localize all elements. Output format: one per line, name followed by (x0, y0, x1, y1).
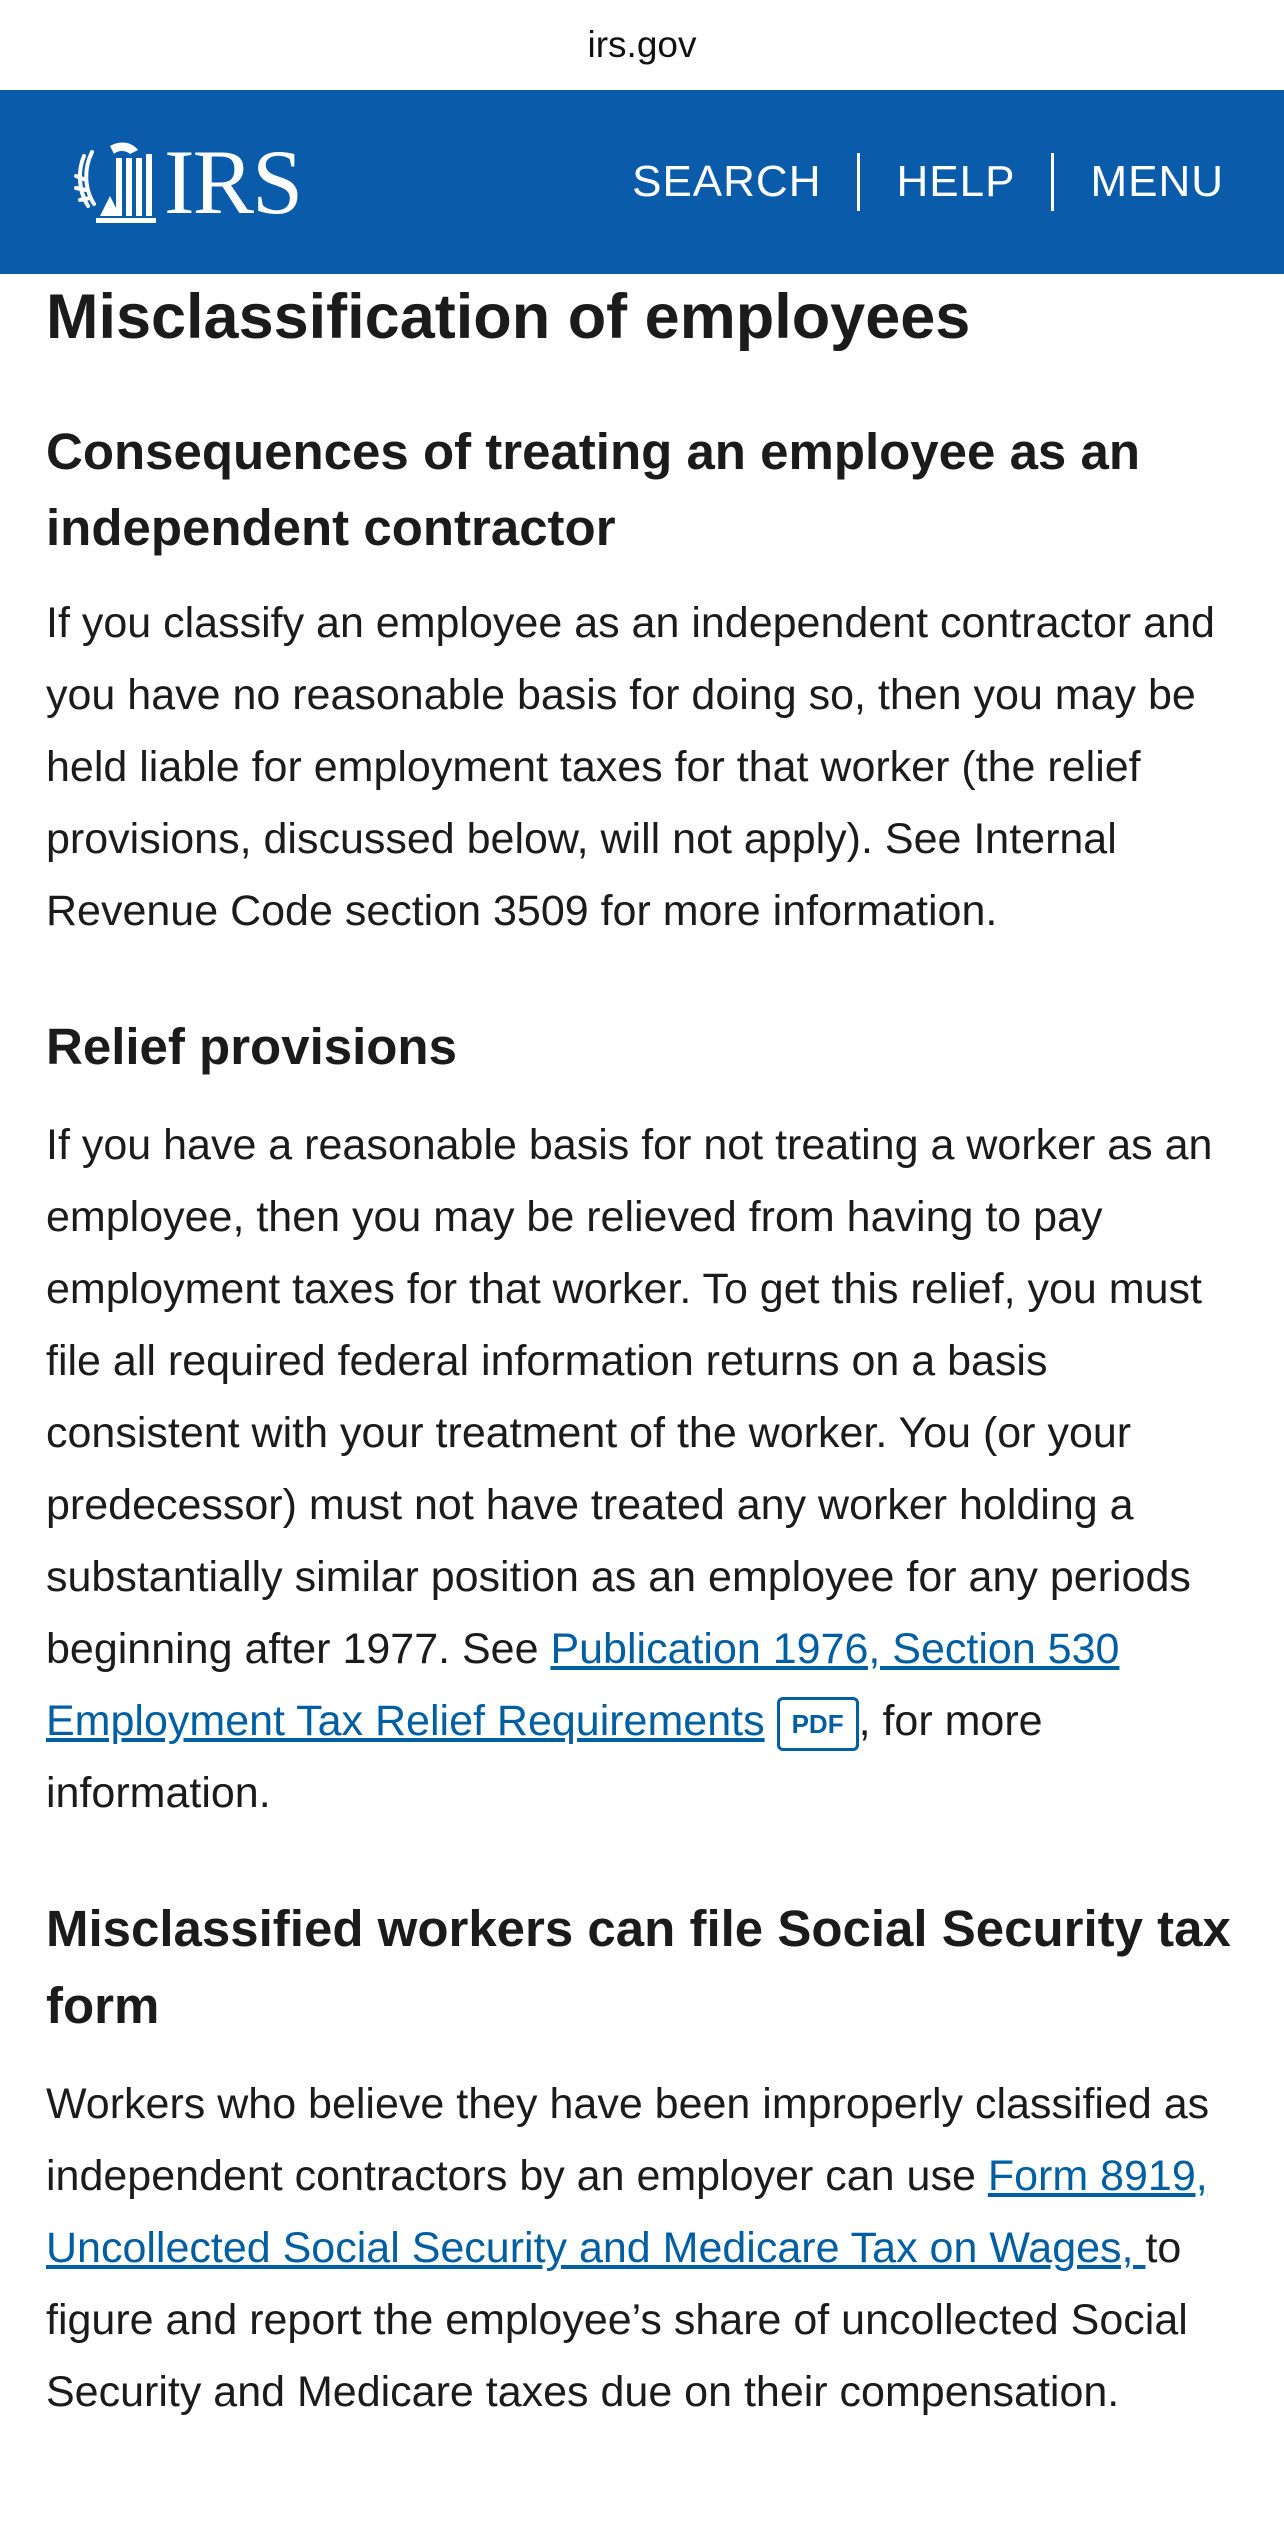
logo-text: IRS (164, 131, 302, 233)
nav-menu[interactable]: MENU (1090, 157, 1224, 206)
misclassified-text-after: to figure and report the employee’s share of uncollected Social Security and Medicare taxes due on their compensation. (46, 2224, 1188, 2417)
browser-url-bar[interactable] (0, 0, 1284, 90)
relief-text-after: , for more information. (46, 1697, 1043, 1818)
section-body-consequences: If you classify an employee as an independent contractor and you have no reasonable basis for doing so, then you may be held liable for employment taxes for that worker (the relief provisions, discussed below, will not apply). See Internal Revenue Code section 3509 for more information. (46, 598, 1215, 935)
publication-1976-link[interactable]: Publication 1976, Section 530 Employment Tax Relief Requirements (46, 1625, 1120, 1746)
page-title: Misclassification of employees (46, 282, 971, 352)
form-8919-link[interactable]: Form 8919, Uncollected Social Security and Medicare Tax on Wages, (46, 2152, 1208, 2273)
site-header (0, 90, 1284, 274)
nav-search[interactable]: SEARCH (632, 157, 822, 206)
header-nav (596, 153, 1224, 211)
section-heading-relief: Relief provisions (46, 1017, 457, 1075)
section-body-relief (46, 1109, 1238, 1829)
section-heading-misclassified: Misclassified workers can file Social Security tax form (46, 1900, 1231, 2034)
nav-help[interactable]: HELP (896, 157, 1016, 206)
misclassified-text-before: Workers who believe they have been improperly classified as independent contractors by an employer can use (46, 2080, 1210, 2201)
url-text: irs.gov (587, 24, 697, 65)
pdf-badge: PDF (777, 1697, 859, 1751)
section-body-misclassified (46, 2068, 1238, 2428)
irs-logo[interactable] (70, 131, 302, 233)
relief-text-before: If you have a reasonable basis for not treating a worker as an employee, then you may be relieved from having to pay employment taxes for that worker. To get this relief, you must file all required federal information returns on a basis consistent with your treatment of the worker. You (or your predecessor) must not have treated any worker holding a substantially similar position as an employee for any periods beginning after 1977. See (46, 1121, 1213, 1674)
section-heading-consequences: Consequences of treating an employee as an independent contractor (46, 422, 1140, 557)
eagle-emblem-icon (70, 136, 162, 228)
main-content (0, 280, 1284, 2428)
